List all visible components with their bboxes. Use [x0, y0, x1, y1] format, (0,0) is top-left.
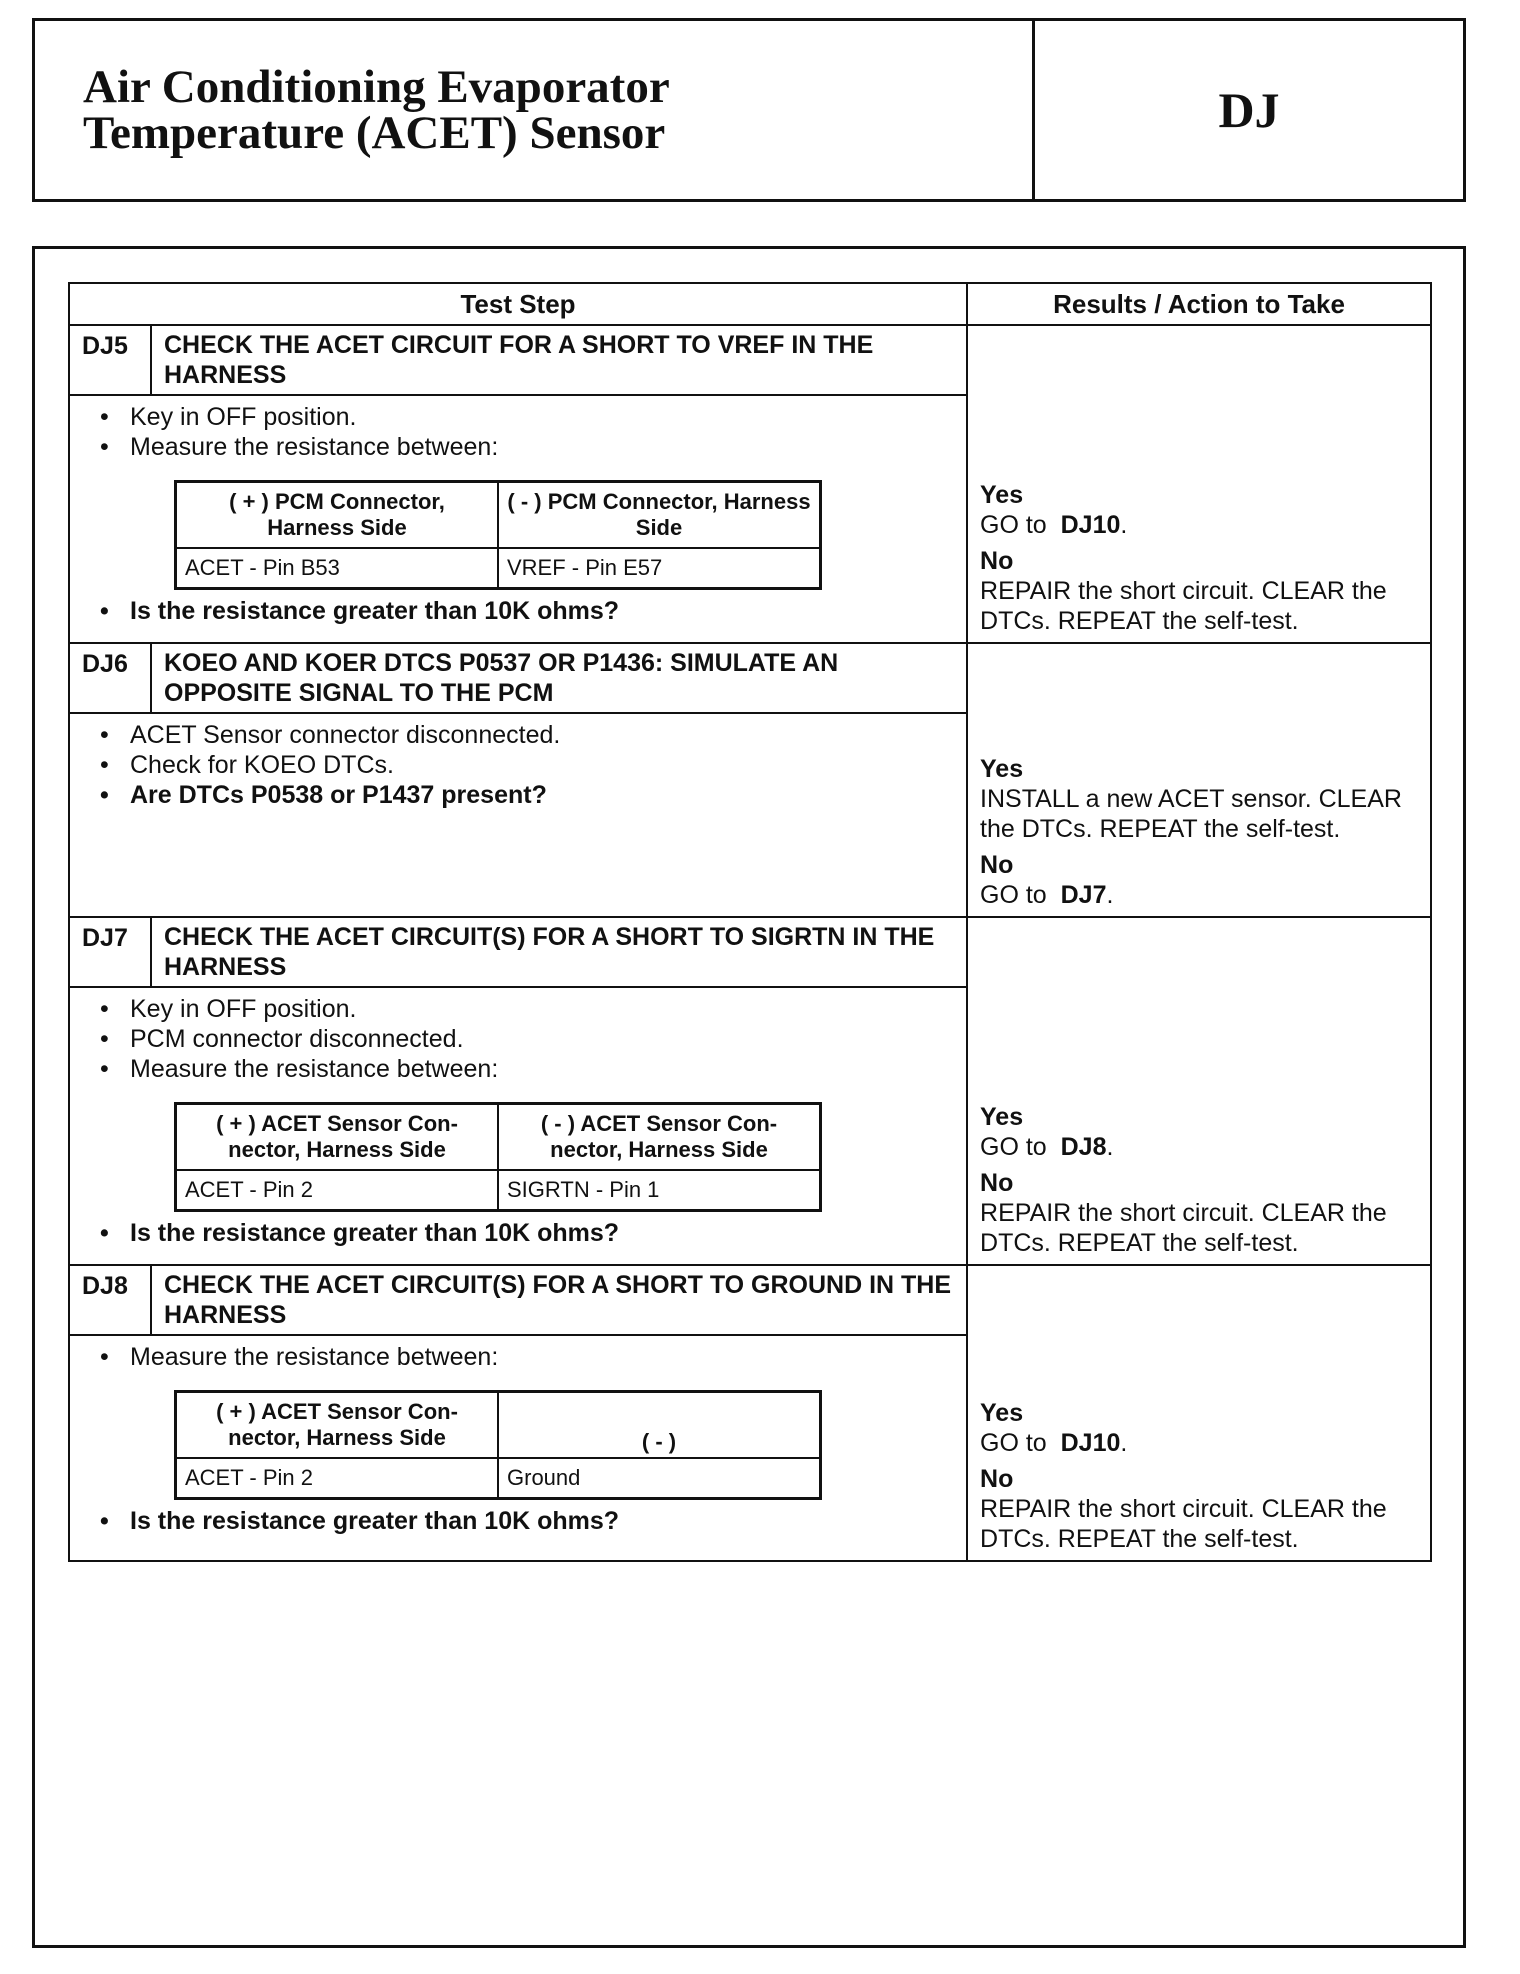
measure-value-positive: ACET - Pin 2: [176, 1170, 499, 1211]
page-title-line-2: Temperature (ACET) Sensor: [83, 107, 666, 159]
yes-action: INSTALL a new ACET sensor. CLEAR the DTCs. REPEAT the self-test.: [980, 785, 1402, 843]
step-results: [967, 643, 1431, 917]
no-action: REPAIR the short circuit. CLEAR the DTCs. REPEAT the self-test.: [980, 1495, 1387, 1553]
step-id: DJ8: [69, 1265, 151, 1335]
measure-header-positive: ( + ) ACET Sensor Con-nector, Harness Side: [176, 1392, 499, 1459]
step-results: [967, 917, 1431, 1265]
no-label: No: [980, 1465, 1014, 1493]
col-header-test-step: Test Step: [69, 283, 967, 325]
step-title-row: [69, 325, 1431, 395]
step-question: • Are DTCs P0538 or P1437 present?: [82, 780, 956, 810]
step-ref-link: DJ8: [1060, 1133, 1107, 1161]
step-title: KOEO AND KOER DTCS P0537 OR P1436: SIMULATE AN OPPOSITE SIGNAL TO THE PCM: [151, 643, 967, 713]
measure-header-positive: ( + ) PCM Connector, Harness Side: [176, 482, 499, 549]
section-code: DJ: [1218, 82, 1280, 138]
no-label: No: [980, 547, 1014, 575]
measure-value-negative: VREF - Pin E57: [498, 548, 821, 589]
yes-label: Yes: [980, 1103, 1024, 1131]
step-body: [69, 395, 967, 643]
content-frame: [32, 246, 1466, 1948]
measure-header-negative: ( - ): [498, 1392, 821, 1459]
step-title-row: [69, 917, 1431, 987]
measure-value-negative: SIGRTN - Pin 1: [498, 1170, 821, 1211]
step-body: [69, 713, 967, 917]
table-header-row: [69, 283, 1431, 325]
no-label: No: [980, 851, 1014, 879]
measurement-table: [174, 1102, 822, 1212]
step-id: DJ7: [69, 917, 151, 987]
measure-header-negative: ( - ) PCM Connector, Harness Side: [498, 482, 821, 549]
measure-header-negative: ( - ) ACET Sensor Con-nector, Harness Side: [498, 1104, 821, 1171]
yes-action: GO to DJ10.: [980, 1429, 1128, 1457]
step-instruction: • Measure the resistance between:: [82, 432, 956, 462]
step-ref-link: DJ7: [1060, 881, 1107, 909]
step-question: • Is the resistance greater than 10K ohms?: [82, 596, 956, 626]
step-results: [967, 1265, 1431, 1561]
step-results: [967, 325, 1431, 643]
step-instruction: • PCM connector disconnected.: [82, 1024, 956, 1054]
step-question: • Is the resistance greater than 10K ohms?: [82, 1218, 956, 1248]
step-ref-link: DJ10: [1060, 511, 1121, 539]
step-title: CHECK THE ACET CIRCUIT FOR A SHORT TO VREF IN THE HARNESS: [151, 325, 967, 395]
measurement-table: [174, 480, 822, 590]
step-instruction: • Key in OFF position.: [82, 402, 956, 432]
yes-action: GO to DJ8.: [980, 1133, 1114, 1161]
no-action: REPAIR the short circuit. CLEAR the DTCs. REPEAT the self-test.: [980, 1199, 1387, 1257]
col-header-results: Results / Action to Take: [967, 283, 1431, 325]
page-header: [32, 18, 1466, 202]
measure-value-positive: ACET - Pin B53: [176, 548, 499, 589]
step-title: CHECK THE ACET CIRCUIT(S) FOR A SHORT TO SIGRTN IN THE HARNESS: [151, 917, 967, 987]
step-ref-link: DJ10: [1060, 1429, 1121, 1457]
page-title-line-1: Air Conditioning Evaporator: [83, 61, 670, 113]
step-instruction: • ACET Sensor connector disconnected.: [82, 720, 956, 750]
step-body: [69, 987, 967, 1265]
step-instruction: • Check for KOEO DTCs.: [82, 750, 956, 780]
no-action: REPAIR the short circuit. CLEAR the DTCs. REPEAT the self-test.: [980, 577, 1387, 635]
no-label: No: [980, 1169, 1014, 1197]
no-action: GO to DJ7.: [980, 881, 1114, 909]
step-title-row: [69, 1265, 1431, 1335]
step-title-row: [69, 643, 1431, 713]
yes-label: Yes: [980, 1399, 1024, 1427]
measure-header-positive: ( + ) ACET Sensor Con-nector, Harness Side: [176, 1104, 499, 1171]
measure-value-positive: ACET - Pin 2: [176, 1458, 499, 1499]
yes-label: Yes: [980, 481, 1024, 509]
measure-value-negative: Ground: [498, 1458, 821, 1499]
step-title: CHECK THE ACET CIRCUIT(S) FOR A SHORT TO GROUND IN THE HARNESS: [151, 1265, 967, 1335]
test-step-table: [68, 282, 1432, 1562]
step-instruction: • Measure the resistance between:: [82, 1342, 956, 1372]
step-instruction: • Key in OFF position.: [82, 994, 956, 1024]
measurement-table: [174, 1390, 822, 1500]
step-body: [69, 1335, 967, 1561]
yes-label: Yes: [980, 755, 1024, 783]
step-id: DJ5: [69, 325, 151, 395]
yes-action: GO to DJ10.: [980, 511, 1128, 539]
step-question: • Is the resistance greater than 10K ohms?: [82, 1506, 956, 1536]
step-id: DJ6: [69, 643, 151, 713]
step-instruction: • Measure the resistance between:: [82, 1054, 956, 1084]
page-title: [35, 21, 1035, 199]
